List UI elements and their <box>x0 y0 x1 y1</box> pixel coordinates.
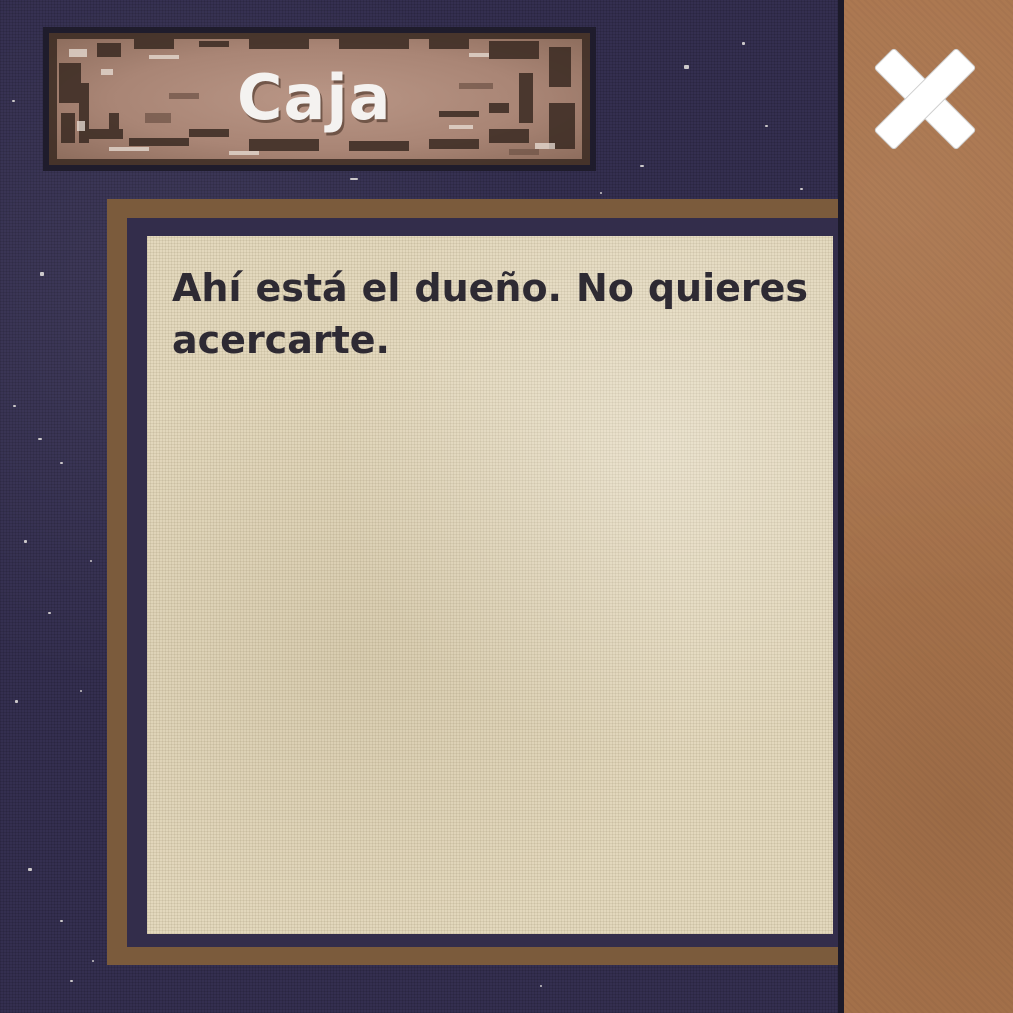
close-button[interactable] <box>866 40 984 158</box>
close-icon <box>866 40 984 158</box>
panel-title: Caja <box>237 61 392 134</box>
dialog-text: Ahí está el dueño. No quieres acercarte. <box>172 266 808 362</box>
title-banner <box>43 27 596 171</box>
title-banner-background <box>49 33 590 165</box>
